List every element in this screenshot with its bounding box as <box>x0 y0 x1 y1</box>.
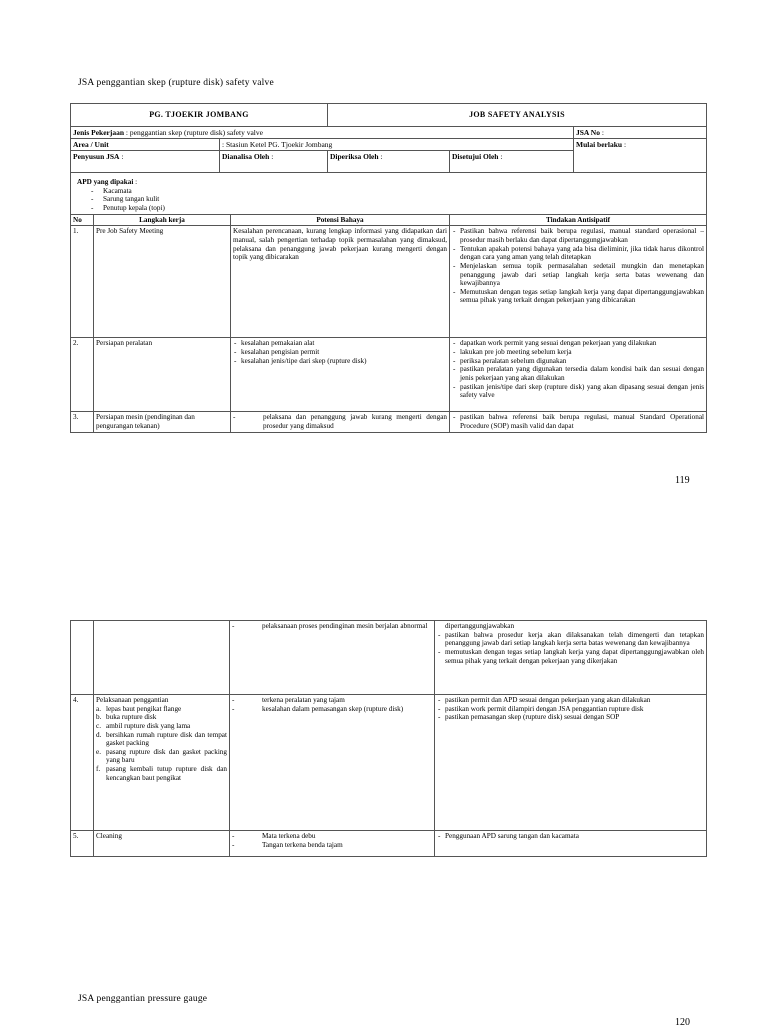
page-number: 119 <box>675 475 690 486</box>
tindakan-item: - Tentukan apakah potensi bahaya yang ada bisa dieliminir, jika tidak harus dikontrol dengan cara yang aman yang telah ditetapkan <box>452 245 704 262</box>
apd-label: APD yang dipakai <box>77 178 134 187</box>
row-number <box>71 621 94 695</box>
potensi-item: - kesalahan dalam pemasangan skep (rupture disk) <box>232 705 432 714</box>
jsa-table-part1 <box>70 103 707 433</box>
row-potensi <box>230 621 435 695</box>
row-langkah: Persiapan peralatan <box>94 338 231 412</box>
row-potensi <box>230 695 435 831</box>
table-row <box>71 695 707 831</box>
tindakan-item: - Penggunaan APD sarung tangan dan kacamata <box>437 832 704 841</box>
apd-sep: : <box>133 178 138 187</box>
potensi-item: - pelaksana dan penanggung jawab kurang mengerti dengan prosedur yang dimaksud <box>233 413 447 430</box>
area-cell <box>71 138 220 150</box>
table-row <box>71 621 707 695</box>
apd-cell <box>71 177 707 214</box>
row-tindakan <box>450 338 707 412</box>
diperiksa-value: : <box>378 151 383 161</box>
document-title: JOB SAFETY ANALYSIS <box>328 104 707 127</box>
disetujui-cell <box>450 150 574 172</box>
disetujui-value: : <box>498 151 503 161</box>
potensi-item: - pelaksanaan proses pendinginan mesin berjalan abnormal <box>232 622 432 631</box>
langkah-step: e. pasang rupture disk dan gasket packing yang baru <box>96 747 227 765</box>
dianalisa-label: Dianalisa Oleh <box>222 151 270 161</box>
row-number: 1. <box>71 226 94 338</box>
diperiksa-label: Diperiksa Oleh <box>330 151 379 161</box>
mulai-value: : <box>622 139 627 149</box>
diperiksa-cell <box>328 150 450 172</box>
document-caption-top: JSA penggantian skep (rupture disk) safety valve <box>78 78 274 88</box>
tindakan-item: - memutuskan dengan tegas setiap langkah kerja yang dapat dipertanggungjawabkan oleh semua pihak yang terkait dengan pekerjaan yang dikerjakan <box>437 648 704 665</box>
tindakan-item: - pastikan bahwa referensi baik berupa regulasi, manual Standard Operational Procedure (SOP) masih valid dan dapat <box>452 413 704 430</box>
col-header-langkah: Langkah kerja <box>94 214 231 226</box>
jsa-no-value: : <box>599 127 604 137</box>
row-langkah: Cleaning <box>94 831 230 857</box>
potensi-item: - kesalahan pemakaian alat <box>233 339 447 348</box>
apd-item: - Sarung tangan kulit <box>91 195 704 204</box>
page-number: 120 <box>675 1017 690 1028</box>
row-tindakan <box>450 226 707 338</box>
row-potensi: Kesalahan perencanaan, kurang lengkap informasi yang didapatkan dari manual, salah pengertian terhadap topik permasalahan yang dimaksud, pelaksana dan penanggung jawab pekerjaan kurang mengerti dengan topik yang dibicarakan <box>231 226 450 338</box>
area-label: Area / Unit <box>73 139 109 149</box>
disetujui-label: Disetujui Oleh <box>452 151 499 161</box>
row-tindakan <box>435 695 707 831</box>
langkah-step: b. buka rupture disk <box>96 713 157 722</box>
dianalisa-cell <box>220 150 328 172</box>
langkah-step: d. bersihkan rumah rupture disk dan tempat gasket packing <box>96 730 227 748</box>
table-row <box>71 412 707 432</box>
row-number: 3. <box>71 412 94 432</box>
tindakan-item: - periksa peralatan sebelum digunakan <box>452 357 704 366</box>
penyusun-cell <box>71 150 220 172</box>
tindakan-item: - Memutuskan dengan tegas setiap langkah kerja yang dapat dipertanggungjawabkan semua pihak yang terkait dengan pekerjaan yang dibicarakan <box>452 288 704 305</box>
tindakan-item: - lakukan pre job meeting sebelum kerja <box>452 348 704 357</box>
tindakan-item: - pastikan work permit dilampiri dengan JSA penggantian rupture disk <box>437 705 704 714</box>
tindakan-item: - pastikan jenis/tipe dari skep (rupture disk) yang akan dipasang sesuai dengan jenis safety valve <box>452 383 704 400</box>
tindakan-item: - pastikan permit dan APD sesuai dengan pekerjaan yang akan dilakukan <box>437 696 704 705</box>
potensi-item: - kesalahan jenis/tipe dari skep (rupture disk) <box>233 357 447 366</box>
jsa-no-label: JSA No <box>576 127 600 137</box>
tindakan-item: - pastikan pemasangan skep (rupture disk) sesuai dengan SOP <box>437 713 704 722</box>
row-langkah <box>94 695 230 831</box>
langkah-steps <box>96 705 227 783</box>
col-header-tindakan: Tindakan Antisipatif <box>450 214 707 226</box>
jsa-no-cell <box>574 126 707 138</box>
row-potensi <box>231 338 450 412</box>
row-potensi <box>231 412 450 432</box>
tindakan-item: - dapatkan work permit yang sesuai dengan pekerjaan yang dilakukan <box>452 339 704 348</box>
langkah-step: a. lepas baut pengikat flange <box>96 704 182 713</box>
col-header-potensi: Potensi Bahaya <box>231 214 450 226</box>
apd-item: - Kacamata <box>91 187 704 196</box>
table-row <box>71 338 707 412</box>
row-number: 2. <box>71 338 94 412</box>
penyusun-label: Penyusun JSA <box>73 151 120 161</box>
row-tindakan <box>435 831 707 857</box>
row-langkah: Pre Job Safety Meeting <box>94 226 231 338</box>
row-potensi <box>230 831 435 857</box>
tindakan-item: - pastikan bahwa prosedur kerja akan dilaksanakan telah dimengerti dan tetapkan penanggung jawab dari setiap langkah kerja serta batas wewenang dan kewajibannya <box>437 631 704 648</box>
langkah-step: c. ambil rupture disk yang lama <box>96 721 191 730</box>
dianalisa-value: : <box>269 151 274 161</box>
mulai-label: Mulai berlaku <box>576 139 623 149</box>
jsa-table-part2 <box>70 620 707 857</box>
tindakan-item: - Menjelaskan semua topik permasalahan sedetail mungkin dan menetapkan penanggung jawab dari setiap langkah kerja serta batas wewenang dan kewajibannya <box>452 262 704 288</box>
table-row <box>71 226 707 338</box>
potensi-item: - Tangan terkena benda tajam <box>232 841 432 850</box>
apd-item: - Penutup kepala (topi) <box>91 204 704 213</box>
row-tindakan <box>435 621 707 695</box>
document-caption-bottom: JSA penggantian pressure gauge <box>78 994 208 1004</box>
tindakan-item: - Pastikan bahwa referensi baik berupa regulasi, manual standard operasional – prosedur masih berlaku dan dapat dipertanggungjawabkan <box>452 227 704 244</box>
area-value-cell <box>220 138 574 150</box>
org-name: PG. TJOEKIR JOMBANG <box>71 104 328 127</box>
potensi-item: - kesalahan pengisian permit <box>233 348 447 357</box>
apd-list <box>77 187 704 213</box>
row-tindakan <box>450 412 707 432</box>
area-value: : Stasiun Ketel PG. Tjoekir Jombang <box>222 139 333 149</box>
table-row <box>71 831 707 857</box>
langkah-title: Pelaksanaan penggantian <box>96 696 169 704</box>
jenis-value: : penggantian skep (rupture disk) safety valve <box>124 127 263 137</box>
row-langkah: Persiapan mesin (pendinginan dan pengurangan tekanan) <box>94 412 231 432</box>
jenis-label: Jenis Pekerjaan <box>73 127 125 137</box>
row-langkah <box>94 621 230 695</box>
langkah-step: f. pasang kembali tutup rupture disk dan kencangkan baut pengikat <box>96 765 227 782</box>
potensi-item: - Mata terkena debu <box>232 832 432 841</box>
col-header-no: No <box>71 214 94 226</box>
jenis-pekerjaan-cell <box>71 126 574 138</box>
row-number: 5. <box>71 831 94 857</box>
potensi-item: - terkena peralatan yang tajam <box>232 696 432 705</box>
mulai-berlaku-cell <box>574 138 707 172</box>
row-number: 4. <box>71 695 94 831</box>
penyusun-value: : <box>119 151 124 161</box>
tindakan-lead: dipertanggungjawabkan <box>445 622 515 630</box>
tindakan-item: - pastikan peralatan yang digunakan tersedia dalam kondisi baik dan sesuai dengan jenis pekerjaan yang akan dilakukan <box>452 365 704 382</box>
